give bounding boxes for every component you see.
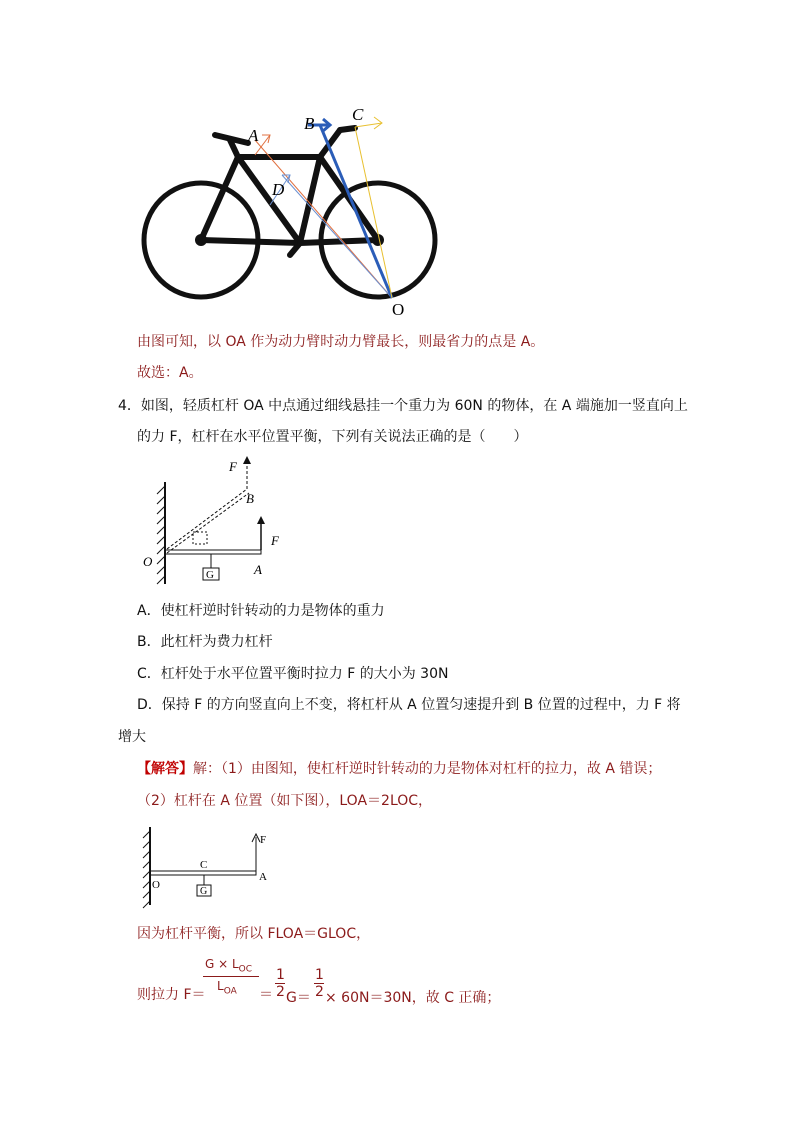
lever-figure-2 — [138, 825, 278, 910]
formula-numerator — [205, 957, 252, 974]
bike-label-b: B — [304, 114, 315, 133]
formula — [137, 955, 557, 1005]
formula-eq1: ＝ — [259, 987, 273, 1003]
formula-half2-num: 1 — [315, 967, 324, 983]
lever-label-g: G — [206, 569, 214, 581]
option-a: A．使杠杆逆时针转动的力是物体的重力 — [137, 603, 385, 619]
lever-label-f-top: F — [229, 459, 237, 474]
question-stem-1-text: 如图，轻质杠杆 OA 中点通过细线悬挂一个重力为 60N 的物体，在 A 端施加一竖直向上 — [140, 398, 688, 414]
option-d: D．保持 F 的方向竖直向上不变，将杠杆从 A 位置匀速提升到 B 位置的过程中，力 F 将 — [137, 697, 681, 713]
formula-half-num: 1 — [276, 967, 285, 983]
formula-den-text: L — [217, 979, 224, 993]
lever-label-a: A — [254, 562, 262, 577]
lever-label-f-right: F — [271, 533, 279, 548]
option-d-continued: 增大 — [118, 729, 146, 745]
lever-figure — [135, 452, 295, 587]
bike-label-o: O — [392, 300, 405, 319]
formula-denominator — [217, 979, 237, 996]
lever2-label-g: G — [200, 886, 208, 897]
formula-prefix: 则拉力 F＝ — [137, 987, 206, 1003]
lever2-label-f: F — [260, 834, 267, 846]
formula-g-eq: G＝ — [286, 990, 311, 1006]
option-b: B．此杠杆为费力杠杆 — [137, 634, 273, 650]
formula-num-sub: OC — [238, 964, 253, 975]
formula-half-den: 2 — [276, 984, 285, 1000]
question-stem-1 — [118, 396, 688, 416]
lever-label-o: O — [143, 554, 153, 569]
bike-label-d: D — [272, 180, 285, 199]
lever-label-b: B — [246, 491, 254, 506]
lever2-label-a: A — [259, 871, 267, 883]
answer-line3: 因为杠杆平衡，所以 FLOA＝GLOC， — [137, 926, 371, 942]
question-number: 4． — [118, 398, 141, 414]
formula-half2-den: 2 — [315, 984, 324, 1000]
option-c: C．杠杆处于水平位置平衡时拉力 F 的大小为 30N — [137, 666, 449, 682]
answer-line2: （2）杠杆在 A 位置（如下图），LOA＝2LOC， — [137, 793, 433, 809]
lever2-label-o: O — [152, 879, 160, 891]
bike-label-a: A — [248, 126, 259, 145]
answer-line1-text: 解：（1）由图知，使杠杆逆时针转动的力是物体对杠杆的拉力，故 A 错误； — [193, 761, 662, 777]
formula-num-text: G × L — [205, 957, 239, 971]
formula-den-sub: OA — [223, 986, 237, 997]
prev-solution-line1: 由图可知，以 OA 作为动力臂时动力臂最长，则最省力的点是 A。 — [137, 334, 545, 350]
prev-solution-line2: 故选：A。 — [137, 365, 203, 381]
lever2-label-c: C — [200, 859, 208, 871]
bike-label-c: C — [352, 105, 364, 124]
bicycle-figure — [130, 95, 460, 325]
answer-tag: 【解答】 — [137, 761, 193, 777]
answer-line1 — [137, 759, 661, 779]
formula-tail: × 60N＝30N，故 C 正确； — [325, 990, 501, 1006]
question-stem-2: 的力 F，杠杆在水平位置平衡，下列有关说法正确的是（ ） — [137, 429, 528, 445]
